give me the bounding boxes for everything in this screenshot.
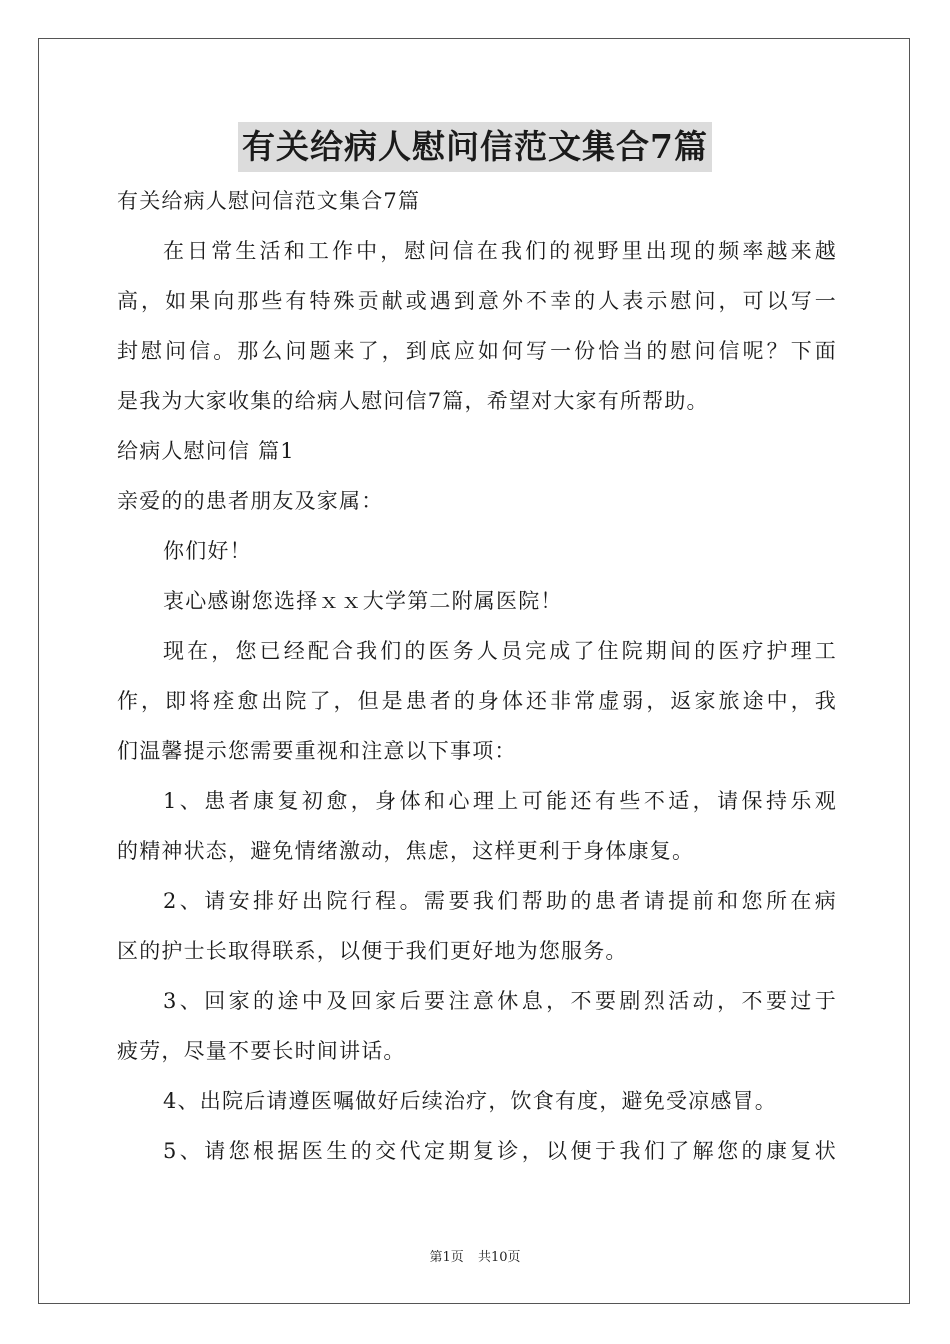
list-item-line: 2、请安排好出院行程。需要我们帮助的患者请提前和您所在病: [163, 889, 837, 913]
document-body: [117, 176, 837, 1176]
page-number-total: 共10页: [477, 1250, 521, 1265]
subtitle-line: 有关给病人慰问信范文集合7篇: [117, 189, 421, 213]
paragraph-line: 现在，您已经配合我们的医务人员完成了住院期间的医疗护理工: [163, 639, 837, 663]
list-item-line: 4、出院后请遵医嘱做好后续治疗，饮食有度，避免受凉感冒。: [163, 1089, 777, 1113]
salutation-line: 亲爱的的患者朋友及家属：: [117, 489, 384, 513]
paragraph-line: 作，即将痊愈出院了，但是患者的身体还非常虚弱，返家旅途中，我: [117, 689, 837, 713]
paragraph-line: 在日常生活和工作中，慰问信在我们的视野里出现的频率越来越: [163, 239, 837, 263]
page-footer: [0, 1246, 950, 1265]
paragraph-line: 高，如果向那些有特殊贡献或遇到意外不幸的人表示慰问，可以写一: [117, 289, 837, 313]
list-item-line: 1、患者康复初愈，身体和心理上可能还有些不适，请保持乐观: [163, 789, 837, 813]
list-item-line: 疲劳，尽量不要长时间讲话。: [117, 1039, 406, 1063]
paragraph-line: 衷心感谢您选择ｘｘ大学第二附属医院！: [163, 589, 563, 613]
paragraph-line: 是我为大家收集的给病人慰问信7篇，希望对大家有所帮助。: [117, 389, 709, 413]
list-item-line: 3、回家的途中及回家后要注意休息，不要剧烈活动，不要过于: [163, 989, 837, 1013]
document-title: 有关给病人慰问信范文集合7篇: [238, 122, 712, 172]
list-item-line: 区的护士长取得联系，以便于我们更好地为您服务。: [117, 939, 628, 963]
title-block: [0, 122, 950, 172]
list-item-line: 的精神状态，避免情绪激动，焦虑，这样更利于身体康复。: [117, 839, 695, 863]
paragraph-line: 封慰问信。那么问题来了，到底应如何写一份恰当的慰问信呢？下面: [117, 339, 837, 363]
list-item-line: 5、请您根据医生的交代定期复诊，以便于我们了解您的康复状: [163, 1139, 837, 1163]
greeting-line: 你们好！: [163, 539, 252, 563]
page-number-current: 第1页: [429, 1250, 464, 1265]
section-heading: 给病人慰问信 篇1: [117, 439, 295, 463]
paragraph-line: 们温馨提示您需要重视和注意以下事项：: [117, 739, 517, 763]
